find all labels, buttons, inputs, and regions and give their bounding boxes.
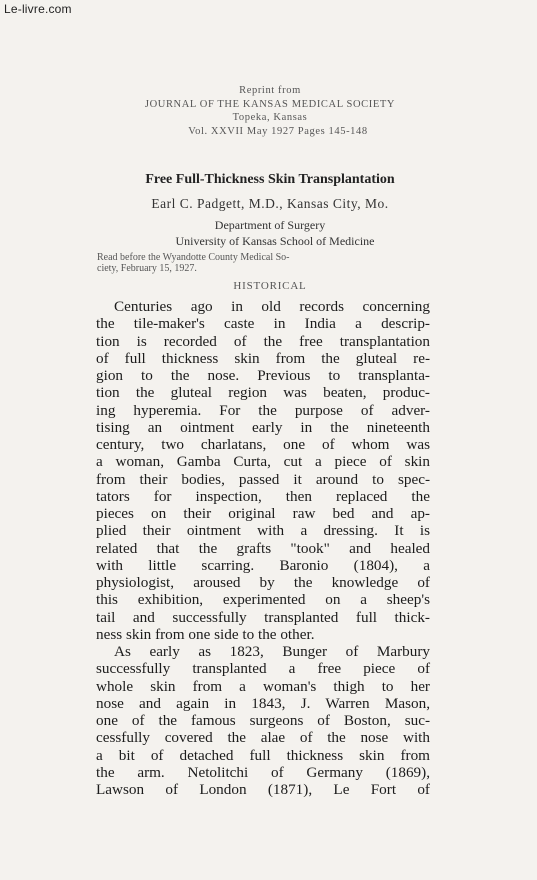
body-line: tail and successfully transplanted full thick- (96, 608, 430, 626)
body-line: pieces on their original raw bed and ap- (96, 505, 430, 522)
body-line: successfully transplanted a free piece of (96, 660, 430, 678)
body-line: Lawson of London (1871), Le Fort of (96, 781, 430, 798)
journal-pages: Pages 145-148 (297, 125, 368, 137)
body-line: a bit of detached full thickness skin from (96, 746, 430, 764)
body-line: one of the famous surgeons of Boston, suc- (96, 712, 430, 729)
presentation-note (97, 252, 437, 274)
body-line: plied their ointment with a dressing. It is (96, 522, 430, 540)
body-line: nose and again in 1843, J. Warren Mason, (96, 694, 430, 712)
article-author: Earl C. Padgett, M.D., Kansas City, Mo. (151, 196, 389, 211)
body-line: whole skin from a woman's thigh to her (96, 677, 430, 695)
body-line: of full thickness skin from the gluteal re- (96, 349, 430, 367)
body-line: from their bodies, passed it around to spec- (96, 470, 430, 488)
journal-name: JOURNAL OF THE KANSAS MEDICAL SOCIETY (144, 98, 396, 110)
journal-location: Topeka, Kansas (232, 112, 308, 123)
article-body (96, 298, 430, 798)
reprint-header (60, 84, 480, 138)
body-line: ness skin from one side to the other. (96, 625, 315, 643)
note-line: Read before the Wyandotte County Medical So- (97, 252, 290, 263)
watermark-text: Le-livre.com (4, 2, 72, 16)
journal-issue-line (60, 125, 480, 139)
paragraph-2 (96, 643, 430, 798)
body-line: tion is recorded of the free transplantation (96, 332, 430, 350)
body-line: a woman, Gamba Curta, cut a piece of skin (96, 453, 430, 471)
body-line: gion to the nose. Previous to transplanta- (96, 367, 430, 384)
body-line: century, two charlatans, one of whom was (96, 436, 430, 453)
body-line: tion the gluteal region was beaten, produc- (96, 384, 430, 402)
body-line: tators for inspection, then replaced the (96, 487, 430, 505)
article-title: Free Full-Thickness Skin Transplantation (145, 172, 395, 187)
body-line: the arm. Netolitchi of Germany (1869), (96, 763, 430, 781)
body-line: physiologist, aroused by the knowledge of (96, 574, 430, 591)
body-line: the tile-maker's caste in India a descrip- (96, 315, 430, 333)
paragraph-1 (96, 298, 430, 643)
body-line: ing hyperemia. For the purpose of adver- (96, 401, 430, 419)
journal-date: May 1927 (246, 125, 295, 137)
body-line: cessfully covered the alae of the nose with (96, 729, 430, 747)
author-university: University of Kansas School of Medicine (175, 234, 375, 248)
body-line: tising an ointment early in the nineteenth (96, 418, 430, 436)
body-line: Centuries ago in old records concerning (114, 298, 430, 315)
reprint-label: Reprint from (239, 85, 301, 96)
author-department: Department of Surgery (214, 218, 326, 232)
body-line: this exhibition, experimented on a sheep's (96, 591, 430, 609)
section-heading: HISTORICAL (233, 280, 307, 292)
body-line: As early as 1823, Bunger of Marbury (114, 643, 430, 660)
note-line: ciety, February 15, 1927. (97, 263, 197, 274)
body-line: with little scarring. Baronio (1804), a (96, 556, 430, 574)
journal-volume: Vol. XXVII (188, 125, 244, 137)
body-line: related that the grafts "took" and healed (96, 539, 430, 557)
